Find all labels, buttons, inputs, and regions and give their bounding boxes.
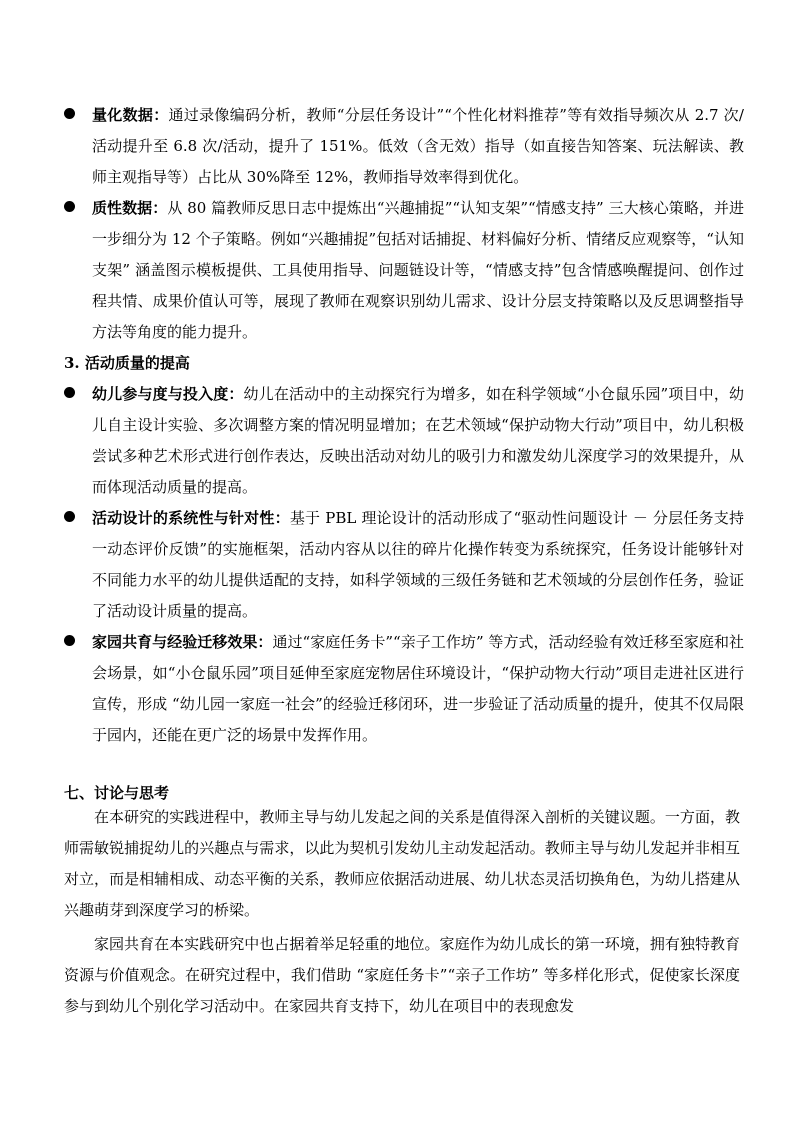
bullet-body <box>92 379 744 503</box>
bullet-qualitative-data <box>64 193 744 348</box>
subheading-activity-quality: 3. 活动质量的提高 <box>64 354 190 372</box>
bullet-dot-icon <box>64 511 75 522</box>
bullet-dot-icon <box>64 108 75 119</box>
bullet-content: 通过录像编码分析，教师“分层任务设计”“个性化材料推荐”等有效指导频次从 2.7 次/活动提升至 6.8 次/活动，提升了 151%。低效（含无效）指导（如直接告知答案、玩法解读、教师主观指导等）占比从 30%降至 12%，教师指导效率得到优化。 <box>92 106 744 186</box>
bullet-body <box>92 627 744 751</box>
bullet-content: 基于 PBL 理论设计的活动形成了“驱动性问题设计 － 分层任务支持一动态评价反馈”的实施框架，活动内容从以往的碎片化操作转变为系统探究，任务设计能够针对不同能力水平的幼儿提供适配的支持，如科学领域的三级任务链和艺术领域的分层创作任务，验证了活动设计质量的提高。 <box>92 509 744 620</box>
section-heading-discussion: 七、讨论与思考 <box>64 784 170 802</box>
bullet-content: 幼儿在活动中的主动探究行为增多，如在科学领域“小仓鼠乐园”项目中，幼儿自主设计实验、多次调整方案的情况明显增加；在艺术领域“保护动物大行动”项目中，幼儿积极尝试多种艺术形式进行创作表达，反映出活动对幼儿的吸引力和激发幼儿深度学习的效果提升，从而体现活动质量的提高。 <box>92 385 744 496</box>
paragraph-teacher-child: 在本研究的实践进程中，教师主导与幼儿发起之间的关系是值得深入剖析的关键议题。一方面，教师需敏锐捕捉幼儿的兴趣点与需求，以此为契机引发幼儿主动发起活动。教师主导与幼儿发起并非相互对立，而是相辅相成、动态平衡的关系，教师应依据活动进展、幼儿状态灵活切换角色，为幼儿搭建从兴趣萌芽到深度学习的桥梁。 <box>64 808 740 919</box>
bullet-label: 幼儿参与度与投入度： <box>92 385 244 403</box>
bullet-label: 质性数据： <box>92 199 168 217</box>
bullet-dot-icon <box>64 201 75 212</box>
bullet-body <box>92 193 744 348</box>
paragraph-home-school: 家园共育在本实践研究中也占据着举足轻重的地位。家庭作为幼儿成长的第一环境，拥有独特教育资源与价值观念。在研究过程中，我们借助 “家庭任务卡”“亲子工作坊” 等多样化形式，促使家长深度参与到幼儿个别化学习活动中。在家园共育支持下，幼儿在项目中的表现愈发 <box>64 935 740 1015</box>
bullet-content: 通过“家庭任务卡”“亲子工作坊” 等方式，活动经验有效迁移至家庭和社会场景，如“小仓鼠乐园”项目延伸至家庭宠物居住环境设计，“保护动物大行动”项目走进社区进行宣传，形成 “幼儿园一家庭一社会”的经验迁移闭环，进一步验证了活动质量的提升，使其不仅局限于园内，还能在更广泛的场景中发挥作用。 <box>92 633 744 744</box>
bullet-label: 家园共育与经验迁移效果： <box>92 633 273 651</box>
bullet-home-school <box>64 627 744 751</box>
bullet-participation <box>64 379 744 503</box>
bullet-content: 从 80 篇教师反思日志中提炼出“兴趣捕捉”“认知支架”“情感支持” 三大核心策略，并进一步细分为 12 个子策略。例如“兴趣捕捉”包括对话捕捉、材料偏好分析、情绪反应观察等，“认知支架” 涵盖图示模板提供、工具使用指导、问题链设计等，“情感支持”包含情感唤醒提问、创作过程共情、成果价值认可等，展现了教师在观察识别幼儿需求、设计分层支持策略以及反思调整指导方法等角度的能力提升。 <box>92 199 744 341</box>
bullet-body <box>92 100 744 193</box>
bullet-label: 量化数据： <box>92 106 169 124</box>
bullet-activity-design <box>64 503 744 627</box>
bullet-quantitative-data <box>64 100 744 193</box>
bullet-label: 活动设计的系统性与针对性： <box>92 509 290 527</box>
bullet-dot-icon <box>64 635 75 646</box>
bullet-body <box>92 503 744 627</box>
bullet-dot-icon <box>64 387 75 398</box>
